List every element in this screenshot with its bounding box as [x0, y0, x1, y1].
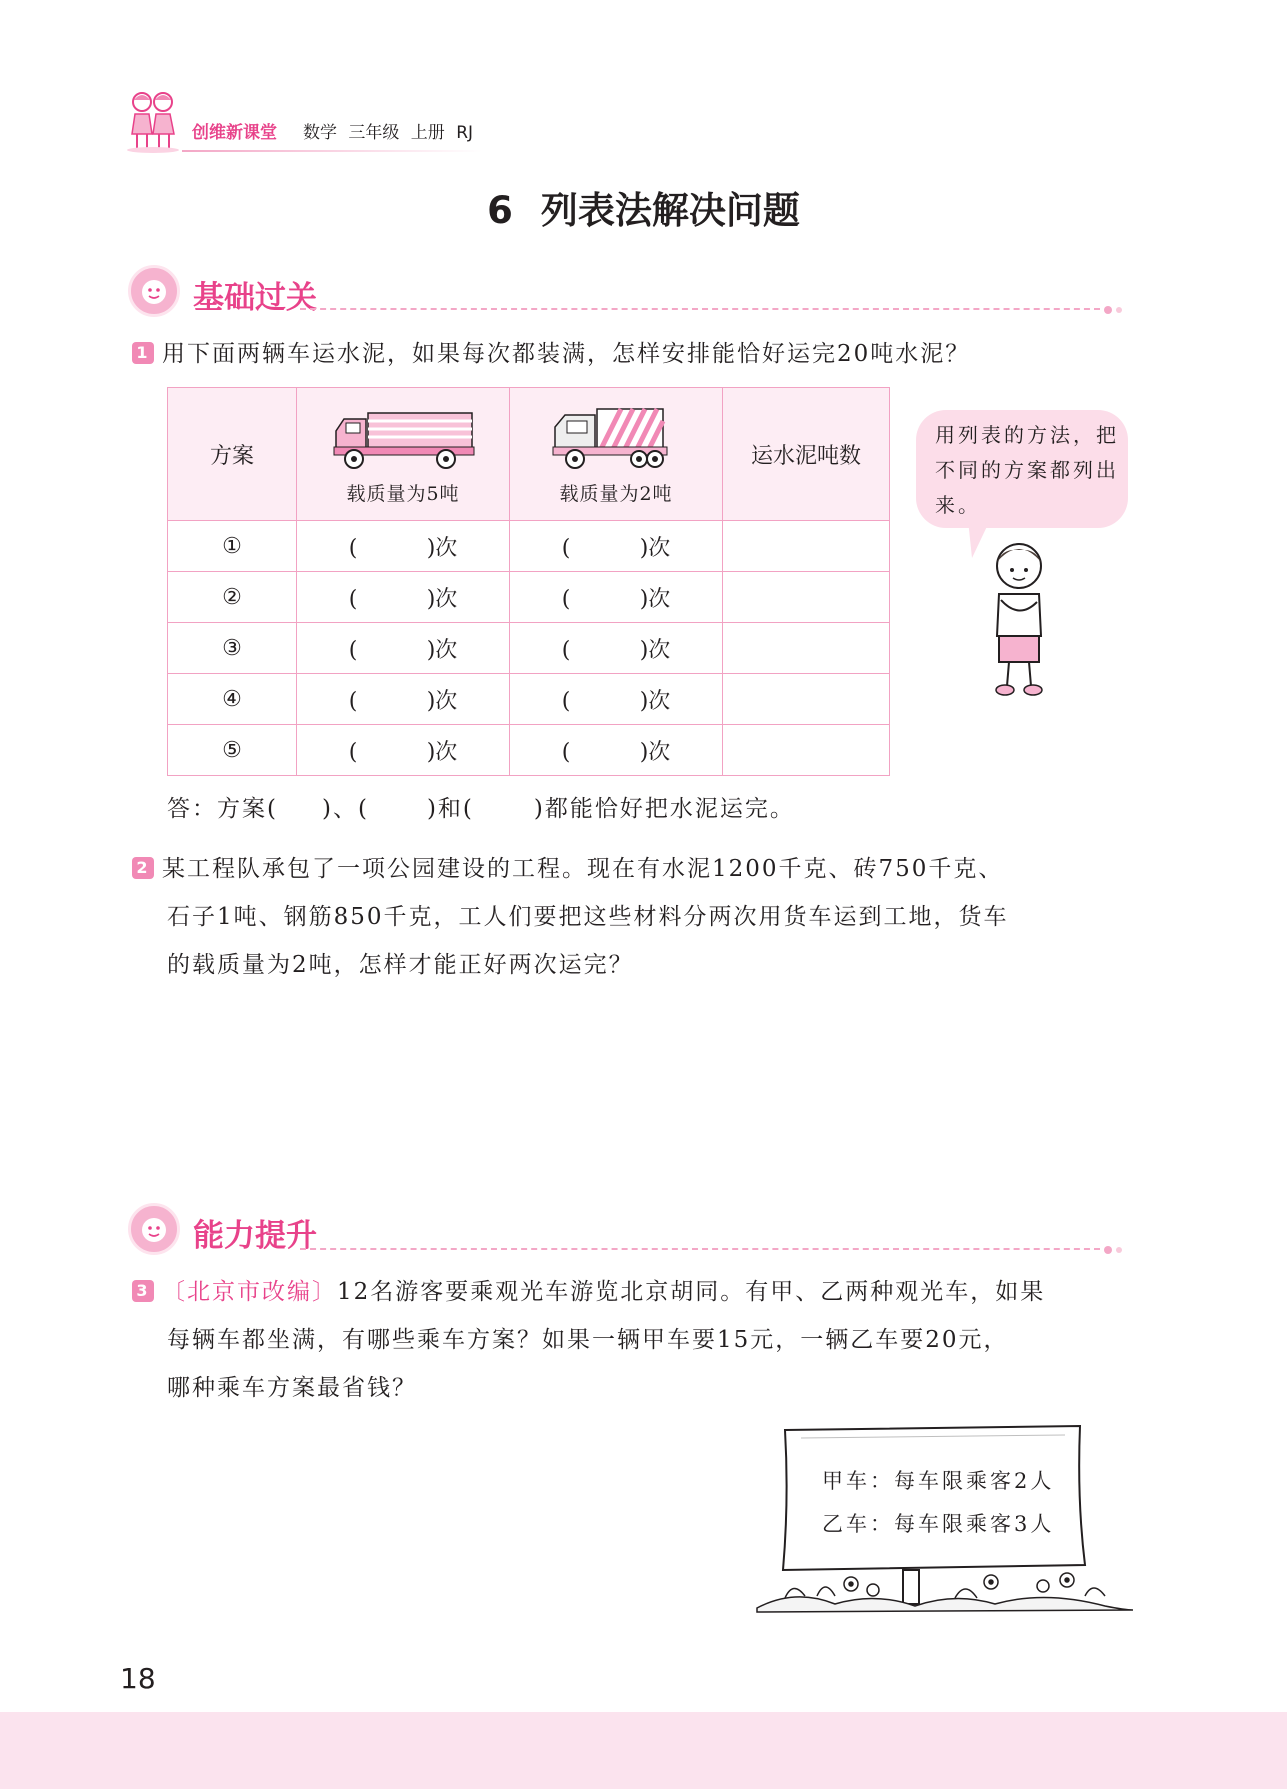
total-tons-cell[interactable]: [723, 572, 890, 623]
row-plan-label: ⑤: [168, 725, 297, 776]
truck-2t-count-cell[interactable]: ( )次: [510, 521, 723, 572]
section-advanced-divider: [300, 1248, 1100, 1250]
question-1-number: 1: [132, 342, 154, 364]
brand-logo-kids-icon: [125, 88, 183, 154]
truck-2t-count-cell[interactable]: ( )次: [510, 623, 723, 674]
question-3-number: 3: [132, 1280, 154, 1302]
truck-5t-icon: [328, 403, 478, 473]
header-truck-2t: [510, 388, 723, 521]
section-basic-dots-icon: [1103, 301, 1125, 311]
header-plan: 方案: [168, 388, 297, 521]
footer-band: [0, 1712, 1287, 1789]
table-row: [168, 623, 890, 674]
total-tons-cell[interactable]: [723, 521, 890, 572]
table-row: [168, 674, 890, 725]
truck-2t-count-cell[interactable]: ( )次: [510, 725, 723, 776]
truck-5t-caption: 载质量为5吨: [346, 482, 460, 505]
row-plan-label: ③: [168, 623, 297, 674]
lesson-title: [0, 180, 1287, 234]
table-row: [168, 725, 890, 776]
question-1-text: 用下面两辆车运水泥，如果每次都装满，怎样安排能恰好运完20吨水泥？: [162, 341, 971, 367]
question-2-number: 2: [132, 857, 154, 879]
truck-2t-caption: 载质量为2吨: [559, 482, 673, 505]
brand-name: 创维新课堂: [192, 123, 277, 143]
question-2: 2 某工程队承包了一项公园建设的工程。现在有水泥1200千克、砖750千克、 石子1吨、钢筋850千克，工人们要把这些材料分两次用货车运到工地，货车 的载质量为2吨，怎样才能正好两次运完？: [132, 845, 1132, 989]
section-basic-divider: [300, 308, 1100, 310]
boy-character-icon: [975, 540, 1065, 700]
header-total-tons: 运水泥吨数: [723, 388, 890, 521]
table-row: [168, 521, 890, 572]
section-advanced-icon: [128, 1203, 180, 1255]
row-plan-label: ①: [168, 521, 297, 572]
truck-5t-count-cell[interactable]: ( )次: [297, 572, 510, 623]
truck-5t-count-cell[interactable]: ( )次: [297, 725, 510, 776]
total-tons-cell[interactable]: [723, 674, 890, 725]
plan-table: [167, 387, 890, 776]
sign-line-1: 甲车：每车限乘客2人: [822, 1469, 1055, 1493]
truck-5t-count-cell[interactable]: ( )次: [297, 521, 510, 572]
total-tons-cell[interactable]: [723, 725, 890, 776]
header-divider: [182, 150, 482, 152]
speech-bubble-text: 用列表的方法，把不同的方案都列出来。: [935, 423, 1119, 517]
row-plan-label: ④: [168, 674, 297, 725]
lesson-title-text: 列表法解决问题: [540, 189, 800, 232]
truck-5t-count-cell[interactable]: ( )次: [297, 674, 510, 725]
truck-2t-icon: [541, 403, 691, 473]
section-advanced-title: 能力提升: [193, 1218, 317, 1254]
truck-2t-count-cell[interactable]: ( )次: [510, 674, 723, 725]
header-truck-5t: [297, 388, 510, 521]
question-3: 3 〔北京市改编〕12名游客要乘观光车游览北京胡同。有甲、乙两种观光车，如果 每辆车都坐满，有哪些乘车方案？如果一辆甲车要15元，一辆乙车要20元， 哪种乘车方案最省钱？: [132, 1268, 1142, 1412]
page-number: 18: [120, 1662, 156, 1695]
course-info: 数学 三年级 上册 RJ: [303, 123, 474, 143]
question-1: [132, 330, 970, 378]
total-tons-cell[interactable]: [723, 623, 890, 674]
table-row: [168, 572, 890, 623]
answer-line: 答：方案( )、( )和( )都能恰好把水泥运完。: [167, 796, 795, 822]
sign-line-2: 乙车：每车限乘客3人: [822, 1512, 1055, 1536]
question-3-source: 〔北京市改编〕: [162, 1279, 337, 1305]
row-plan-label: ②: [168, 572, 297, 623]
truck-2t-count-cell[interactable]: ( )次: [510, 572, 723, 623]
section-advanced-dots-icon: [1103, 1241, 1125, 1251]
lesson-number: 6: [487, 189, 513, 232]
section-basic-title: 基础过关: [193, 280, 317, 316]
section-basic-icon: [128, 265, 180, 317]
truck-5t-count-cell[interactable]: ( )次: [297, 623, 510, 674]
